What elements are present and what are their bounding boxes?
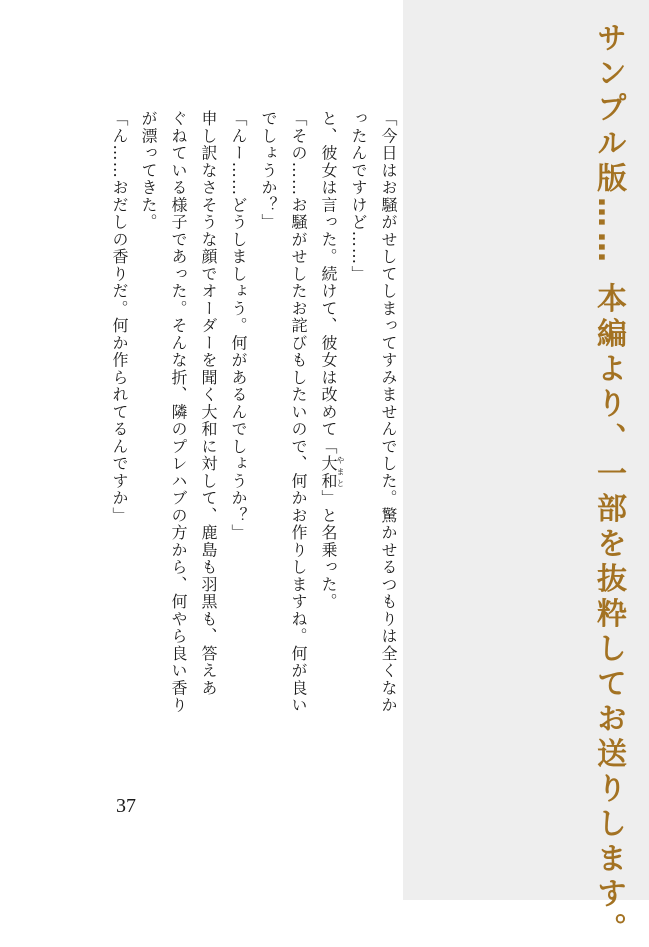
name-ruby — [319, 455, 345, 490]
ruby-reading: やまと — [336, 455, 345, 490]
text-line: 「んー……どうしましょう。何があるんでしょうか？」 — [229, 110, 248, 542]
text-line: 「ん……おだしの香りだ。何か作られてるんですか」 — [110, 110, 129, 524]
text-line: 申し訳なさそうな顔でオーダーを聞く大和に対して、鹿島も羽黒も、答えあ — [199, 110, 218, 697]
text-line: でしょうか？」 — [259, 110, 278, 231]
text-line: ぐねている様子であった。そんな折、隣のプレハブの方から、何やら良い香り — [169, 110, 188, 714]
sample-notice-text: サンプル版…… 本編より、一部を抜粋してお送りします。 — [591, 22, 626, 947]
text-line-with-ruby — [320, 110, 345, 610]
page-number: 37 — [116, 795, 136, 817]
text-line: が漂ってきた。 — [139, 110, 158, 231]
ruby-base: 大和 — [319, 455, 338, 490]
text-line: 「今日はお騒がせしてしまってすみませんでした。驚かせるつもりは全くなか — [379, 110, 398, 714]
text-segment: 」と名乗った。 — [319, 489, 338, 611]
text-line: 「その……お騒がせしたお詫びもしたいので、何かお作りしますね。何が良い — [289, 110, 308, 714]
text-line: ったんですけど……」 — [349, 110, 368, 283]
text-segment: と、彼女は言った。続けて、彼女は改めて「 — [319, 110, 338, 455]
